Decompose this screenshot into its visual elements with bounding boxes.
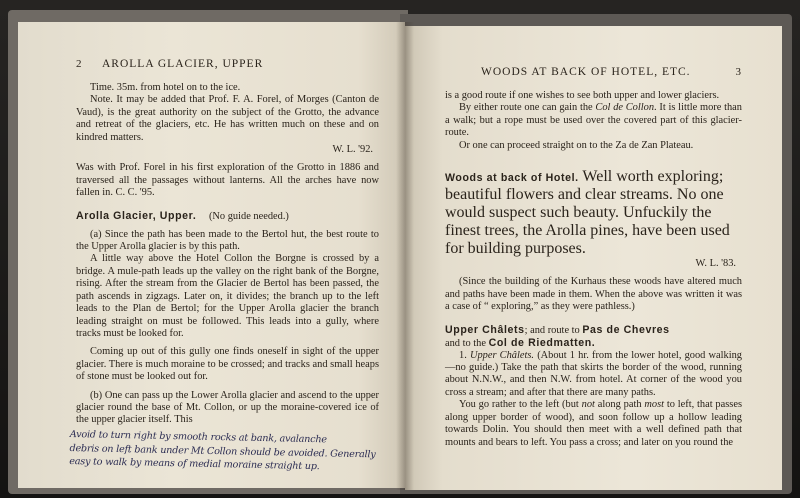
right-running-head: WOODS AT BACK OF HOTEL, ETC. xyxy=(481,66,691,78)
handwritten-line: Avoid to turn right by smooth rocks at bank, avalanche xyxy=(69,428,327,446)
woods-signature: W. L. '83. xyxy=(695,258,736,270)
right-page xyxy=(405,26,782,490)
chalets-heading-mid: ; and route to xyxy=(524,324,583,336)
section-heading: Arolla Glacier, Upper. xyxy=(76,209,197,222)
handwritten-line: easy to walk by means of medial moraine straight up. xyxy=(69,455,320,473)
right-page-number: 3 xyxy=(735,66,742,78)
section-note: (No guide needed.) xyxy=(208,210,289,222)
continuation-paragraph: is a good route if one wishes to see both upper and lower glaciers. xyxy=(445,90,720,101)
chalets-paragraph xyxy=(445,350,742,400)
kurhaus-paragraph: (Since the building of the Kurhaus these woods have altered much and paths have been made in them. When the above was written it was a case of “ exploring,” as they were pathless.) xyxy=(445,276,742,313)
route-em-not: not xyxy=(581,399,595,411)
left-page-number: 2 xyxy=(76,58,83,70)
route-em-most: most xyxy=(644,399,665,411)
forel-signature: C. C. '95. xyxy=(115,187,155,199)
woods-heading: Woods at back of Hotel. xyxy=(445,172,579,185)
left-page-header xyxy=(76,58,379,76)
note-signature: W. L. '92. xyxy=(332,144,373,156)
route-text-mid: along path xyxy=(594,399,645,411)
riedmatten-heading: Col de Riedmatten. xyxy=(488,336,596,349)
left-page xyxy=(18,22,405,488)
para-b: (b) One can pass up the Lower Arolla glacier and ascend to the upper glacier round the base of Mt. Collon, or up the moraine-covered ice of the upper glacier itself. This xyxy=(76,389,379,426)
chalets-heading-and: and to the xyxy=(445,337,489,349)
route-text-pre: You go rather to the left (but xyxy=(459,399,582,411)
forel-text: Was with Prof. Forel in his first exploration of the Grotto in 1886 and traversed all the passages without lanterns. All the arches have now fallen in. xyxy=(76,162,379,199)
route-text-post: to left, that passes along upper border of wood), and soon follow up a hollow leading towards Dolin. You should then meet with a well defined path that mounts and bears to left. You pass a cross; and later on you round the xyxy=(445,399,742,448)
col-collon-paragraph xyxy=(445,102,742,139)
handwritten-line: debris on left bank under Mt Collon should be avoided. Generally xyxy=(69,442,376,460)
para-a: (a) Since the path has been made to the Bertol hut, the best route to the Upper Arolla glacier is by this path. xyxy=(76,228,379,253)
time-line: Time. 35m. from hotel on to the ice. xyxy=(90,82,241,93)
col-text-post: . It is little more than a walk; but a rope must be used over the covered part of this glacier-route. xyxy=(445,102,742,139)
section-heading-line xyxy=(76,210,379,223)
right-page-header xyxy=(445,66,742,84)
handwritten-note xyxy=(69,428,379,475)
para-a3: Coming up out of this gully one finds oneself in sight of the upper glacier. There is much moraine to be crossed; and tracks and small heaps of stone must be looked out for. xyxy=(76,346,379,383)
chalets-name: Upper Châlets. xyxy=(469,349,535,361)
woods-text: Well worth exploring; beautiful flowers and clear streams. No one would suspect such beauty. Unfuckily the finest trees, the Arolla pines, have been used for building purposes. xyxy=(445,168,730,258)
left-route-paragraph xyxy=(445,399,742,449)
za-de-zan-paragraph: Or one can proceed straight on to the Za de Zan Plateau. xyxy=(459,139,694,151)
col-collon-name: Col de Collon xyxy=(595,102,655,114)
para-a2: A little way above the Hotel Collon the Borgne is crossed by a bridge. A mule-path leads up the valley on the right bank of the Borgne, rising. After the stream from the Glacier de Bertol has been passed, the path ascends in zigzags. Later on, it divides; the branch up to the left leads to the Plan de Bertol; for the Upper Arolla glacier the branch leading straight on must be followed. This leads into a gully, where tracks must be looked for. xyxy=(76,253,379,339)
chalets-heading: Upper Châlets xyxy=(445,323,525,336)
left-running-head: AROLLA GLACIER, UPPER xyxy=(102,58,264,70)
forel-paragraph xyxy=(76,162,379,199)
chevres-heading: Pas de Chevres xyxy=(582,323,670,336)
chalets-number: 1. xyxy=(459,349,470,361)
book-gutter xyxy=(396,22,414,490)
note-paragraph: Note. It may be added that Prof. F. A. Forel, of Morges (Canton de Vaud), is the great authority on the subject of the Grotto, the advance and retreat of the glaciers, etc. He has written much on these and on kindred matters. xyxy=(76,94,379,143)
chalets-heading-line xyxy=(445,324,742,350)
chalets-text: (About 1 hr. from the lower hotel, good walking—no guide.) Take the path that skirts the border of the wood, running about N.N.W., and then N.W. from hotel. At corner of the wood you cross a stream; and after that there are many paths. xyxy=(445,349,743,398)
col-text-pre: By either route one can gain the xyxy=(459,102,596,114)
